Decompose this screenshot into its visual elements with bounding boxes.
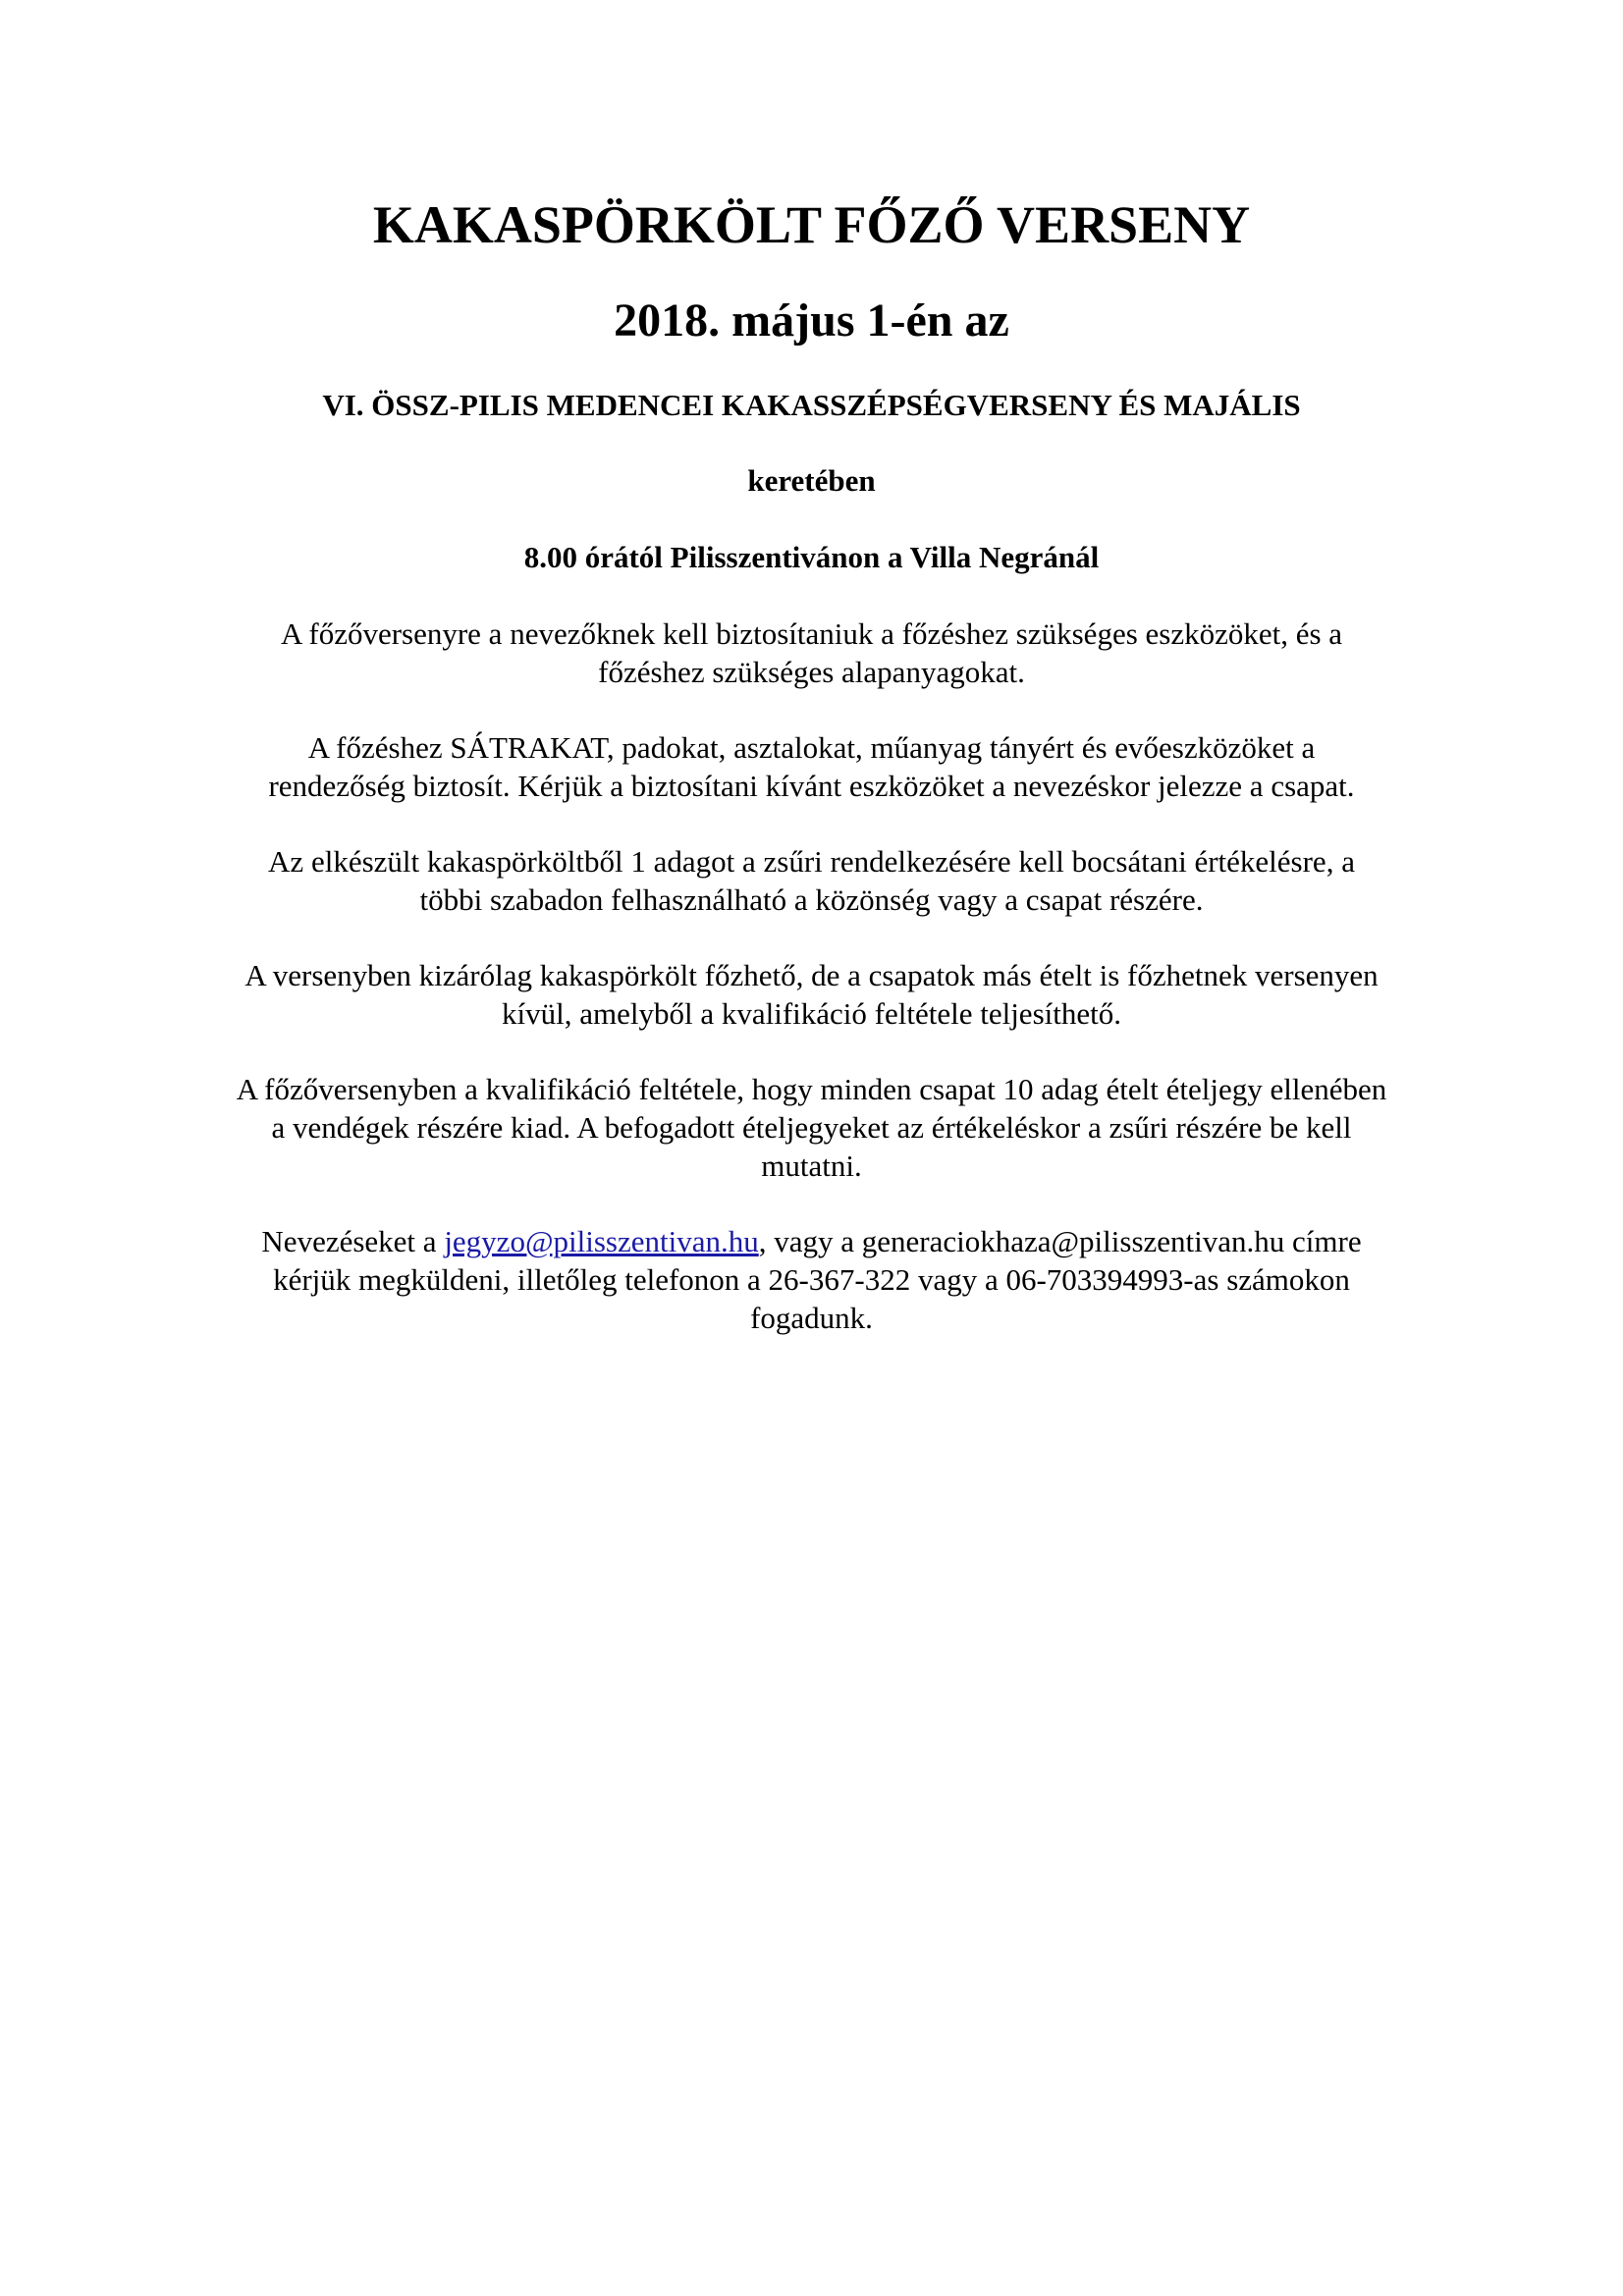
paragraph-line: A főzőversenyben a kvalifikáció feltétele, hogy minden csapat 10 adag ételt ételjegy ellenében [236, 1072, 1387, 1106]
paragraph-line: mutatni. [761, 1148, 862, 1183]
paragraph-rules [0, 956, 1623, 1033]
contact-line-2: kérjük megküldeni, illetőleg telefonon a 26-367-322 vagy a 06-703394993-as számokon [273, 1262, 1350, 1297]
contact-middle: , vagy a generaciokhaza@pilisszentivan.hu címre [758, 1224, 1362, 1258]
event-name: VI. ÖSSZ-PILIS MEDENCEI KAKASSZÉPSÉGVERSENY ÉS MAJÁLIS [322, 388, 1301, 422]
framework-label: keretében [747, 463, 876, 498]
email-link[interactable]: jegyzo@pilisszentivan.hu [444, 1224, 759, 1258]
paragraph-line: A versenyben kizárólag kakaspörkölt főzhető, de a csapatok más ételt is főzhetnek versenyen [244, 958, 1379, 992]
contact-line-3: fogadunk. [750, 1301, 873, 1335]
contact-line-1 [0, 1222, 1623, 1260]
paragraph-line: Az elkészült kakaspörköltből 1 adagot a zsűri rendelkezésére kell bocsátani értékelésre, a [268, 844, 1355, 879]
paragraph-line: többi szabadon felhasználható a közönség vagy a csapat részére. [419, 882, 1204, 917]
document-title: KAKASPÖRKÖLT FŐZŐ VERSENY [372, 195, 1251, 254]
paragraph-line: A főzőversenyre a nevezőknek kell biztosítaniuk a főzéshez szükséges eszközöket, és a [280, 616, 1343, 651]
paragraph-line: A főzéshez SÁTRAKAT, padokat, asztalokat, műanyag tányért és evőeszközöket a [307, 730, 1316, 765]
paragraph-line: kívül, amelyből a kvalifikáció feltétele teljesíthető. [502, 996, 1121, 1031]
paragraph-qualification [0, 1070, 1623, 1185]
paragraph-jury-portion [0, 842, 1623, 919]
event-date: 2018. május 1-én az [614, 294, 1009, 347]
paragraph-line: a vendégek részére kiad. A befogadott ételjegyeket az értékeléskor a zsűri részére be kell [271, 1110, 1352, 1145]
paragraph-equipment [0, 614, 1623, 691]
paragraph-line: rendezőség biztosít. Kérjük a biztosítani kívánt eszközöket a nevezéskor jelezze a csapat. [268, 769, 1355, 803]
paragraph-tents [0, 728, 1623, 805]
contact-prefix: Nevezéseket a [261, 1224, 445, 1258]
paragraph-contact [0, 1222, 1623, 1337]
time-and-place: 8.00 órától Pilisszentivánon a Villa Negránál [523, 540, 1100, 574]
paragraph-line: főzéshez szükséges alapanyagokat. [598, 655, 1025, 689]
